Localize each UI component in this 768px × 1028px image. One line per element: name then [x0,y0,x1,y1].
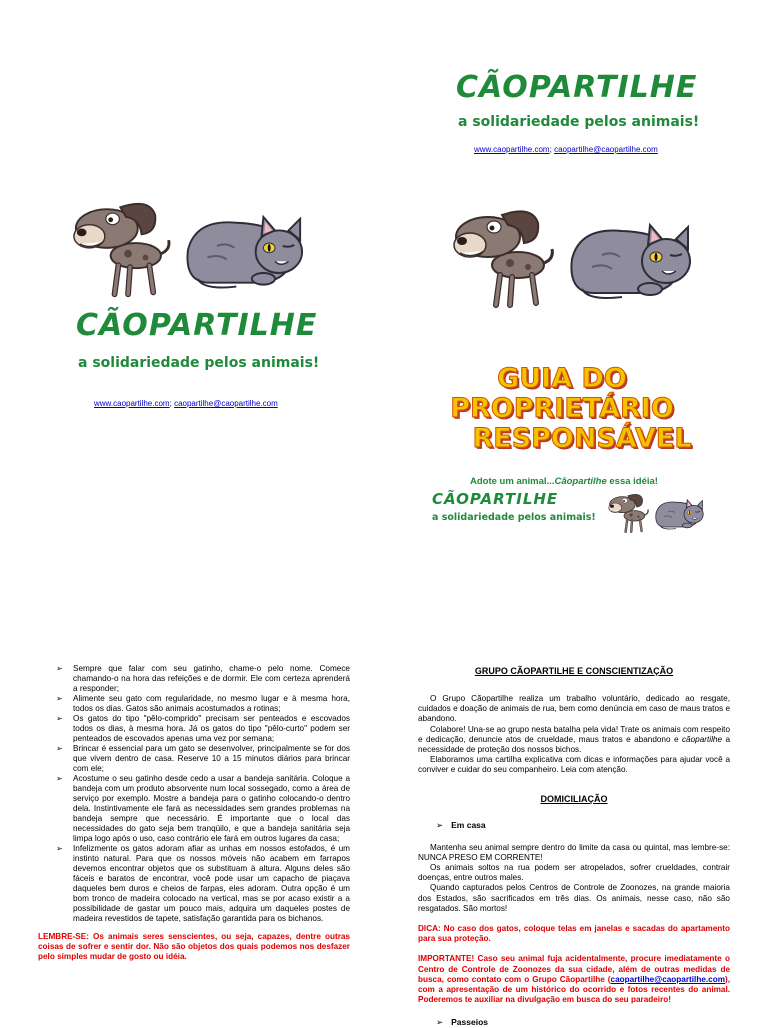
brand-title-small: CÃOPARTILHE [432,490,559,508]
separator: ; [549,145,552,154]
list-item: ➢ Brincar é essencial para um gato se desenvolver, principalmente se for dos que vivem dentro de casa. Reserve 10 a 15 minutos diários para brincar com ele; [56,744,350,774]
dog-cat-illustration-small [608,488,704,534]
list-item: ➢ Sempre que falar com seu gatinho, chame-o pelo nome. Comece chamando-o na hora das refeições e de dormir. Ele com certeza aprenderá a responder; [56,664,350,694]
dog-cat-icon [72,188,304,300]
group-paragraph-2-em: cãopartilhe [681,734,723,744]
list-item: ➢ Alimente seu gato com regularidade, no mesmo lugar e à mesma hora, todos os dias. Gatos são animais acostumados a rotinas; [56,694,350,714]
subsection-walks: ➢ Passeios [418,1017,730,1028]
group-paragraph-3: Elaboramos uma cartilha explicativa com dicas e informações para ajudar você a conviver e cuidar do seu companheiro. Leia com atenção. [418,755,730,775]
list-item: ➢ Acostume o seu gatinho desde cedo a usar a bandeja sanitária. Coloque a bandeja com um produto absorvente num local sossegado, como a área de serviço por exemplo. Mostre a bandeja para o gatinho colocando-o dentro dela. Instintivamente ele fará as necessidades sem grandes problemas na bandeja sempre que necessário. É importante que o local das necessidades do gato seja bem tranqüilo, e que a bandeja sanitária seja limpa logo após o uso, caso contrário ele fará em outros lugares da casa; [56,774,350,844]
home-paragraph-3: Quando capturados pelos Centros de Controle de Zoonozes, na grande maioria dos Estados, são sacrificados em três dias. Os animais, nesse caso, não são resgatados. São mortos! [418,883,730,913]
group-paragraph-2-end: a necessidade de proteção dos nossos bichos. [418,734,730,755]
home-paragraph-1: Mantenha seu animal sempre dentro do limite da casa ou quintal, mas lembre-se: NUNCA PRESO EM CORRENTE! [418,842,730,862]
contact-links-right [474,145,658,154]
website-link[interactable]: www.caopartilhe.com [94,399,170,408]
email-link[interactable]: caopartilhe@caopartilhe.com [554,145,658,154]
important-text: IMPORTANTE! Caso seu animal fuja acidentalmente, procure imediatamente o Centro de Controle de Zoonozes da sua cidade, além de outras medidas de busca, como contato com o Grupo Cãopartilhe ( [418,954,730,984]
website-link[interactable]: www.caopartilhe.com [474,145,550,154]
dog-cat-illustration-left [72,188,304,300]
cat-tips-column [56,664,350,924]
reminder-note: LEMBRE-SE: Os animais seres senscientes, ou seja, capazes, dentre outras coisas de sofrer e sentir dor. Não são objetos dos quais podemos nos desfazer pelo simples mudar de gosto ou idéia. [38,932,350,961]
subsection-home: ➢ Em casa [418,820,730,831]
brand-tagline-left: a solidariedade pelos animais! [78,355,320,371]
tip-note: DICA: No caso dos gatos, coloque telas em janelas e sacadas do apartamento para sua proteção. [418,924,730,944]
important-email-link[interactable]: caopartilhe@caopartilhe.com [610,974,725,984]
adopt-text: Adote um animal... [470,476,555,487]
info-column [418,666,730,1028]
group-paragraph-1: O Grupo Cãopartilhe realiza um trabalho voluntário, dedicado ao resgate, cuidados e doação de animais de rua, bem como denúncia em caso de maus tratos e abandono. [418,694,730,724]
domiciliation-heading: DOMICILIAÇÃO [540,793,608,804]
adopt-brand: Cãopartilhe [554,476,607,487]
brand-tagline-right: a solidariedade pelos animais! [458,114,700,130]
brand-title-right: CÃOPARTILHE [456,70,698,105]
guide-title [412,364,712,454]
group-paragraph-2-text: Colabore! Una-se ao grupo nesta batalha pela vida! Trate os animais com respeito e dedicação, denuncie atos de crueldade, maus tratos e abandono e [418,724,730,744]
group-heading: GRUPO CÃOPARTILHE E CONSCIENTIZAÇÃO [474,666,674,676]
brand-title-left: CÃOPARTILHE [76,308,318,343]
list-item: ➢ Os gatos do tipo "pêlo-comprido" precisam ser penteados e escovados todos os dias, à mesma hora. Já os gatos do tipo "pêlo-curto" podem ser penteados de escovados apenas uma vez por semana; [56,714,350,744]
dog-cat-icon [608,488,704,534]
email-link[interactable]: caopartilhe@caopartilhe.com [174,399,278,408]
important-text-end: ), com a apresentação de um histórico do ocorrido e fotos recentes do animal. Poderemos te auxiliar na divulgação em busca do seu paradeiro! [418,974,730,1005]
list-item: ➢ Infelizmente os gatos adoram afiar as unhas em nossos estofados, é um instinto natural. Para que os nossos móveis não acabem em farrapos devemos encontrar objetos que os substituam à altura. Alguns deles são fáceis e baratos de encontrar, você pode usar um capacho de piaçava daqueles bem duros e cheios de farpas, eles adoram. Outra opção é um bom tronco de madeira colocado na vertical, mas se por acaso existir a a possibilidade de gastar um pouco mais, adquira um daqueles postes de madeira revestidos de tapete, satisfação garantida para os bichanos. [56,844,350,924]
contact-links-left [94,399,278,408]
dog-cat-icon [452,196,692,310]
dog-cat-illustration-right [452,196,692,310]
adopt-text-end: essa idéia! [606,476,658,487]
separator: ; [169,399,172,408]
brand-tagline-small: a solidariedade pelos animais! [432,512,596,523]
important-note [418,954,730,1005]
guide-title-line1: GUIA DO PROPRIETÁRIO [450,363,674,424]
guide-title-line2: RESPONSÁVEL [472,423,692,454]
home-paragraph-2: Os animais soltos na rua podem ser atropelados, sofrer crueldades, contrair doenças, entre outros males. [418,863,730,883]
adopt-slogan [470,476,658,487]
group-paragraph-2 [418,725,730,756]
cat-tips-list [56,664,350,924]
